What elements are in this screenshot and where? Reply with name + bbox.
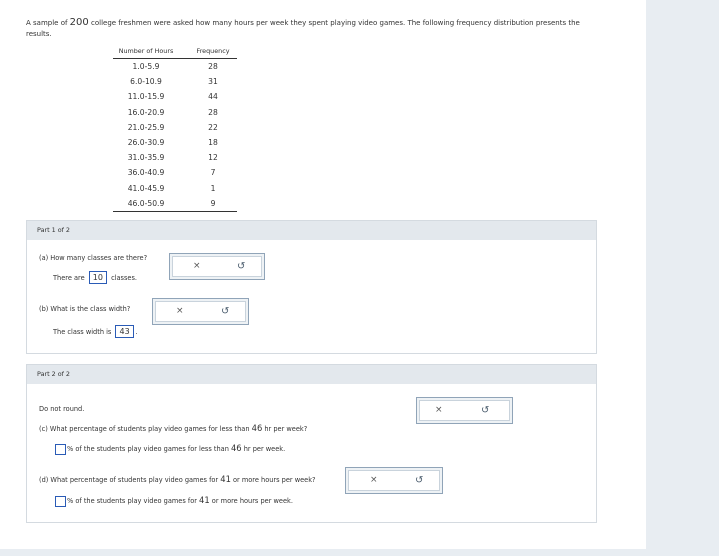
table-row [113, 120, 237, 135]
percent-c-input[interactable] [55, 444, 66, 455]
answer-b-suffix: . [135, 328, 138, 336]
frequency-cell: 7 [210, 168, 216, 178]
undo-b-icon[interactable]: ↺ [221, 306, 230, 317]
hours-cell: 1.0-5.9 [132, 62, 160, 72]
hours-cell: 16.0-20.9 [127, 107, 165, 117]
rounding-note: Do not round. [39, 405, 85, 413]
answer-a-prefix: There are [53, 274, 85, 282]
table-row [113, 150, 237, 165]
answer-d-row [55, 495, 293, 507]
table-row [113, 196, 237, 212]
question-b: (b) What is the class width? [39, 305, 131, 313]
frequency-cell: 31 [208, 77, 218, 87]
column-header-hours: Number of Hours [113, 45, 189, 59]
hours-cell: 31.0-35.9 [127, 153, 165, 163]
table-row [113, 181, 237, 196]
frequency-cell: 1 [210, 183, 216, 193]
answer-d-start: % of the students play video games for [67, 497, 200, 505]
right-gutter [646, 0, 719, 556]
part-a-toolbar [169, 253, 265, 280]
table-row [113, 89, 237, 104]
bottom-bar [0, 549, 646, 556]
hours-cell: 46.0-50.9 [113, 196, 189, 212]
undo-d-icon[interactable]: ↺ [415, 475, 424, 486]
answer-c-start: % of the students play video games for less than [67, 445, 231, 453]
table-row [113, 59, 237, 75]
frequency-table [113, 45, 237, 212]
clear-a-icon[interactable]: × [193, 261, 201, 271]
part-b-toolbar [152, 298, 249, 325]
frequency-cell: 18 [208, 138, 218, 148]
frequency-cell: 28 [208, 62, 218, 72]
table-row [113, 74, 237, 89]
answer-c-row [55, 443, 285, 455]
question-d-hours: 41 [220, 474, 231, 484]
undo-a-icon[interactable]: ↺ [237, 261, 246, 272]
answer-c-end: hr per week. [241, 445, 286, 453]
part1-header: Part 1 of 2 [27, 221, 596, 240]
answer-b-prefix: The class width is [53, 328, 112, 336]
intro-text-start: A sample of [26, 19, 70, 27]
frequency-cell: 22 [208, 122, 218, 132]
undo-c-icon[interactable]: ↺ [481, 405, 490, 416]
sample-size: 200 [69, 17, 89, 28]
hours-cell: 6.0-10.9 [130, 77, 162, 87]
percent-d-input[interactable] [55, 496, 66, 507]
hours-cell: 11.0-15.9 [127, 92, 165, 102]
hours-cell: 41.0-45.9 [127, 183, 165, 193]
question-d-end: or more hours per week? [230, 476, 316, 484]
clear-c-icon[interactable]: × [435, 405, 443, 415]
question-c-end: hr per week? [262, 425, 308, 433]
question-a: (a) How many classes are there? [39, 254, 148, 262]
answer-b-row [53, 325, 138, 338]
frequency-cell: 12 [208, 153, 218, 163]
frequency-cell: 9 [189, 196, 237, 212]
hours-cell: 21.0-25.9 [127, 122, 165, 132]
part1-panel [26, 220, 597, 354]
clear-d-icon[interactable]: × [370, 475, 378, 485]
question-d-start: (d) What percentage of students play video games for [39, 476, 221, 484]
part-d-toolbar [345, 467, 443, 494]
part2-header: Part 2 of 2 [27, 365, 596, 384]
intro-text-end: college freshmen were asked how many hours per week they spent playing video games. The following frequency distribution presents the results. [26, 19, 580, 38]
answer-d-end: or more hours per week. [209, 497, 293, 505]
question-c [39, 423, 307, 433]
question-c-hours: 46 [251, 423, 263, 433]
question-d [39, 474, 316, 484]
table-row [113, 105, 237, 120]
frequency-cell: 28 [208, 107, 218, 117]
column-header-frequency: Frequency [189, 45, 237, 59]
question-c-start: (c) What percentage of students play video games for less than [39, 425, 252, 433]
answer-d-hours: 41 [199, 495, 210, 505]
problem-intro [26, 17, 586, 40]
class-count-input[interactable]: 10 [89, 271, 107, 284]
hours-cell: 26.0-30.9 [127, 138, 165, 148]
frequency-table-body [113, 59, 237, 212]
part-c-toolbar [416, 397, 513, 424]
answer-a-row [53, 271, 137, 284]
answer-c-hours: 46 [230, 443, 242, 453]
clear-b-icon[interactable]: × [176, 306, 184, 316]
table-row [113, 135, 237, 150]
class-width-input[interactable]: 43 [115, 325, 133, 338]
part2-panel [26, 364, 597, 523]
hours-cell: 36.0-40.9 [127, 168, 165, 178]
table-row [113, 165, 237, 180]
frequency-cell: 44 [208, 92, 218, 102]
answer-a-suffix: classes. [111, 274, 138, 282]
